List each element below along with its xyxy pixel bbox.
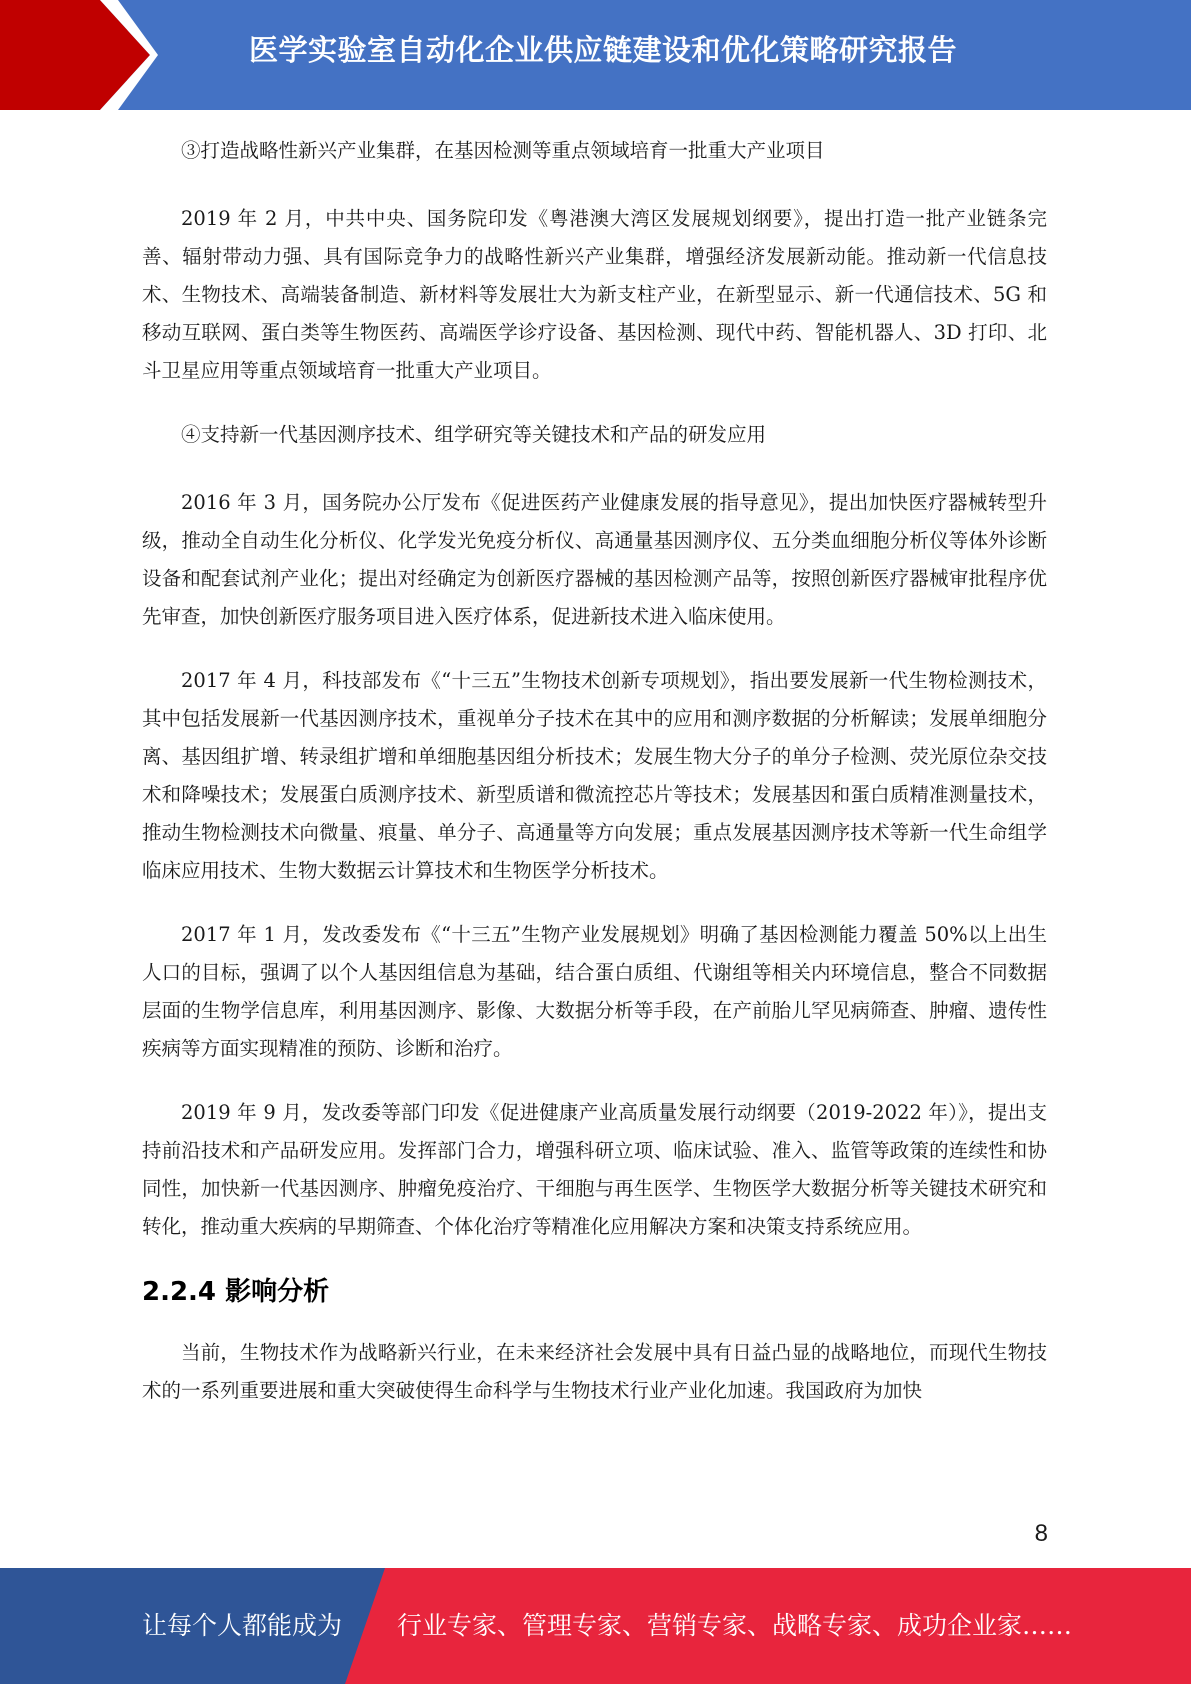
policy-item-4-title: ④支持新一代基因测序技术、组学研究等关键技术和产品的研发应用: [181, 423, 767, 446]
footer-slogan-left: 让每个人都能成为: [142, 1611, 343, 1640]
policy-item-3-title: ③打造战略性新兴产业集群，在基因检测等重点领域培育一批重大产业项目: [181, 139, 825, 162]
paragraph: 2016 年 3 月，国务院办公厅发布《促进医药产业健康发展的指导意见》，提出加快医疗器械转型升级，推动全自动生化分析仪、化学发光免疫分析仪、高通量基因测序仪、五分类血细胞分析仪等体外诊断设备和配套试剂产业化；提出对经确定为创新医疗器械的基因检测产品等，按照创新医疗器械审批程序优先审查，加快创新医疗服务项目进入医疗体系，促进新技术进入临床使用。: [142, 491, 1047, 628]
page-header: [0, 0, 1191, 110]
paragraph: 2019 年 9 月，发改委等部门印发《促进健康产业高质量发展行动纲要（2019-2022 年）》，提出支持前沿技术和产品研发应用。发挥部门合力，增强科研立项、临床试验、准入、监管等政策的连续性和协同性，加快新一代基因测序、肿瘤免疫治疗、干细胞与再生医学、生物医学大数据分析等关键技术研究和转化，推动重大疾病的早期筛查、个体化治疗等精准化应用解决方案和决策支持系统应用。: [142, 1101, 1047, 1238]
report-title: 医学实验室自动化企业供应链建设和优化策略研究报告: [248, 33, 957, 67]
page-footer: [0, 1568, 1191, 1684]
main-content: [142, 132, 1047, 1436]
paragraph: 2017 年 4 月，科技部发布《“十三五”生物技术创新专项规划》，指出要发展新一代生物检测技术，其中包括发展新一代基因测序技术，重视单分子技术在其中的应用和测序数据的分析解读；发展单细胞分离、基因组扩增、转录组扩增和单细胞基因组分析技术；发展生物大分子的单分子检测、荧光原位杂交技术和降噪技术；发展蛋白质测序技术、新型质谱和微流控芯片等技术；发展基因和蛋白质精准测量技术，推动生物检测技术向微量、痕量、单分子、高通量等方向发展；重点发展基因测序技术等新一代生命组学临床应用技术、生物大数据云计算技术和生物医学分析技术。: [142, 669, 1047, 882]
page-number: 8: [1034, 1520, 1048, 1547]
footer-slogan-right: 行业专家、管理专家、营销专家、战略专家、成功企业家……: [397, 1611, 1073, 1640]
paragraph: 2017 年 1 月，发改委发布《“十三五”生物产业发展规划》明确了基因检测能力覆盖 50%以上出生人口的目标，强调了以个人基因组信息为基础，结合蛋白质组、代谢组等相关内环境信息，整合不同数据层面的生物学信息库，利用基因测序、影像、大数据分析等手段，在产前胎儿罕见病筛查、肿瘤、遗传性疾病等方面实现精准的预防、诊断和治疗。: [142, 923, 1047, 1060]
paragraph: 当前，生物技术作为战略新兴行业，在未来经济社会发展中具有日益凸显的战略地位，而现代生物技术的一系列重要进展和重大突破使得生命科学与生物技术行业产业化加速。我国政府为加快: [142, 1341, 1047, 1402]
paragraph: 2019 年 2 月，中共中央、国务院印发《粤港澳大湾区发展规划纲要》，提出打造一批产业链条完善、辐射带动力强、具有国际竞争力的战略性新兴产业集群，增强经济发展新动能。推动新一代信息技术、生物技术、高端装备制造、新材料等发展壮大为新支柱产业，在新型显示、新一代通信技术、5G 和移动互联网、蛋白类等生物医药、高端医学诊疗设备、基因检测、现代中药、智能机器人、3D 打印、北斗卫星应用等重点领域培育一批重大产业项目。: [142, 207, 1047, 382]
section-heading: 2.2.4 影响分析: [142, 1277, 330, 1307]
